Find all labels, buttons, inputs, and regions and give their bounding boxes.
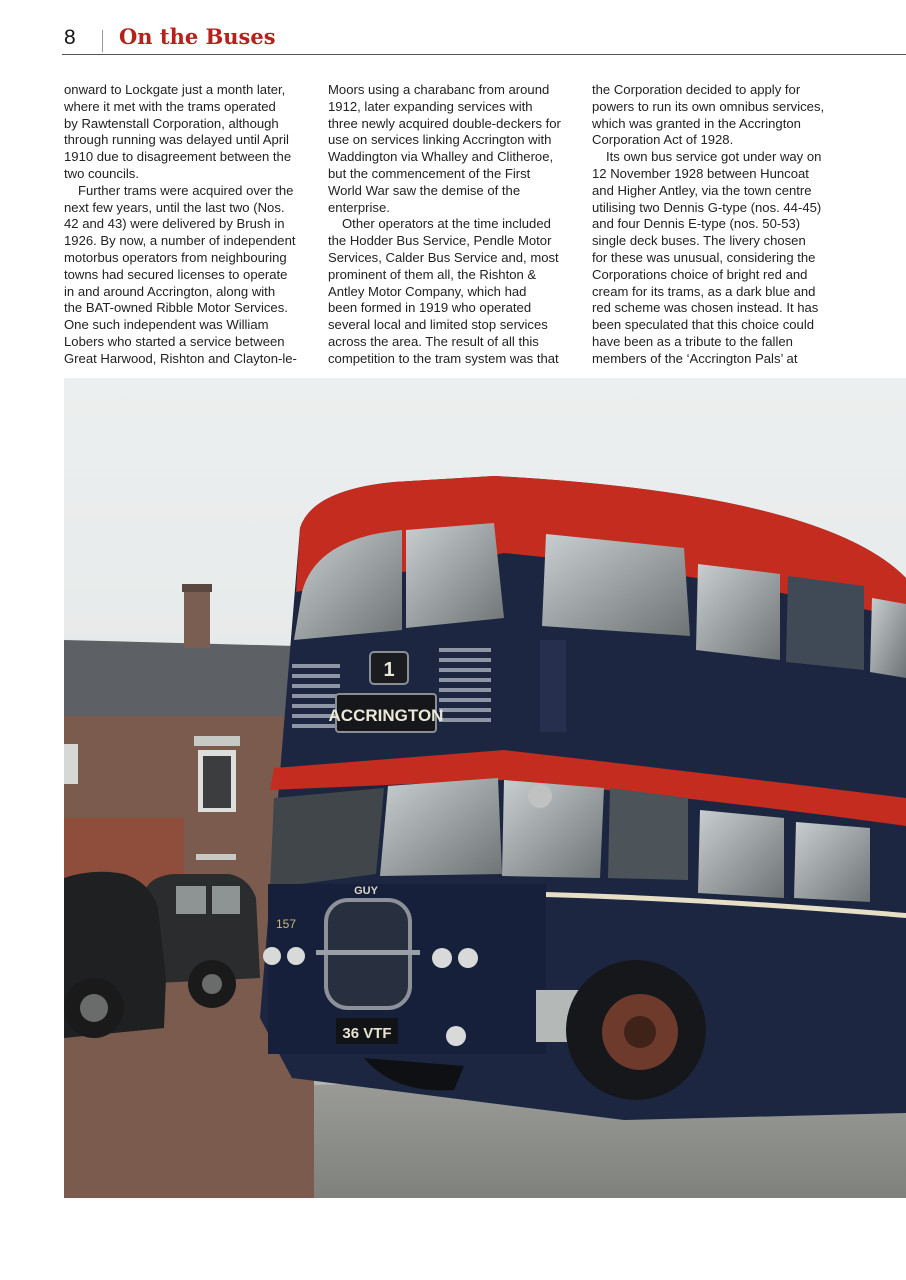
page-number: 8	[64, 26, 76, 49]
text-line: utilising two Dennis G-type (nos. 44-45)	[592, 199, 822, 215]
text-line: Its own bus service got under way on	[606, 149, 822, 165]
text-line: Corporation Act of 1928.	[592, 132, 734, 148]
text-line: members of the ‘Accrington Pals’ at	[592, 350, 798, 366]
text-line: three newly acquired double-deckers for	[328, 115, 561, 131]
running-title: On the Buses	[119, 24, 276, 49]
text-line: 12 November 1928 between Huncoat	[592, 165, 809, 181]
text-line: onward to Lockgate just a month later,	[64, 82, 286, 97]
bus-photograph	[64, 378, 906, 1198]
text-line: Antley Motor Company, which had	[328, 283, 527, 299]
text-line: powers to run its own omnibus services,	[592, 98, 825, 114]
text-line: which was granted in the Accrington	[592, 115, 801, 131]
route-number: 1	[383, 659, 395, 681]
header-divider	[102, 30, 103, 52]
registration-plate: 36 VTF	[342, 1025, 392, 1042]
text-line: 1926. By now, a number of independent	[64, 233, 296, 249]
text-line: single deck buses. The livery chosen	[592, 233, 806, 249]
text-line: Great Harwood, Rishton and Clayton-le-	[64, 350, 297, 366]
text-line: for these was unusual, considering the	[592, 249, 816, 265]
text-line: Corporations choice of bright red and	[592, 266, 808, 282]
text-line: Other operators at the time included	[342, 216, 551, 232]
fleet-number: 157	[276, 917, 297, 931]
text-line: use on services linking Accrington with	[328, 132, 552, 148]
text-line: prominent of them all, the Rishton &	[328, 266, 537, 282]
text-line: several local and limited stop services	[328, 317, 548, 333]
text-line: the BAT-owned Ribble Motor Services.	[64, 300, 288, 316]
text-line: Further trams were acquired over the	[78, 182, 294, 198]
text-line: by Rawtenstall Corporation, although	[64, 115, 279, 131]
text-line: motorbus operators from neighbouring	[64, 249, 287, 265]
text-line: the Corporation decided to apply for	[592, 82, 801, 97]
text-line: next few years, until the last two (Nos.	[64, 199, 285, 215]
text-line: towns had secured licenses to operate	[64, 266, 288, 282]
text-line: where it met with the trams operated	[64, 98, 276, 114]
text-line: in and around Accrington, along with	[64, 283, 276, 299]
text-line: World War saw the demise of the	[328, 182, 521, 198]
text-line: been formed in 1919 who operated	[328, 300, 532, 316]
text-line: 1912, later expanding services with	[328, 98, 533, 114]
text-line: and Higher Antley, via the town centre	[592, 182, 812, 198]
page-header	[62, 22, 906, 55]
text-line: through running was delayed until April	[64, 132, 289, 148]
text-column-2	[328, 82, 576, 368]
text-line: enterprise.	[328, 199, 390, 215]
text-line: 1910 due to disagreement between the	[64, 149, 292, 165]
text-column-3	[592, 82, 840, 368]
text-column-1	[64, 82, 312, 368]
text-line: been speculated that this choice could	[592, 317, 815, 333]
text-line: but the commencement of the First	[328, 165, 531, 181]
destination-text: ACCRINGTON	[328, 706, 444, 725]
text-line: Services, Calder Bus Service and, most	[328, 249, 559, 265]
text-line: two councils.	[64, 165, 139, 181]
text-line: One such independent was William	[64, 317, 269, 333]
text-line: competition to the tram system was that	[328, 350, 559, 366]
text-line: Waddington via Whalley and Clitheroe,	[328, 149, 554, 165]
text-line: Moors using a charabanc from around	[328, 82, 550, 97]
text-line: Lobers who started a service between	[64, 333, 285, 349]
text-line: the Hodder Bus Service, Pendle Motor	[328, 233, 552, 249]
text-line: have been as a tribute to the fallen	[592, 333, 793, 349]
text-line: 42 and 43) were delivered by Brush in	[64, 216, 285, 232]
text-line: across the area. The result of all this	[328, 333, 539, 349]
text-line: red scheme was chosen instead. It has	[592, 300, 819, 316]
double-deck-bus	[260, 476, 906, 1120]
text-line: and four Dennis E-type (nos. 50-53)	[592, 216, 801, 232]
text-line: cream for its trams, as a dark blue and	[592, 283, 816, 299]
make-badge: GUY	[354, 885, 378, 897]
